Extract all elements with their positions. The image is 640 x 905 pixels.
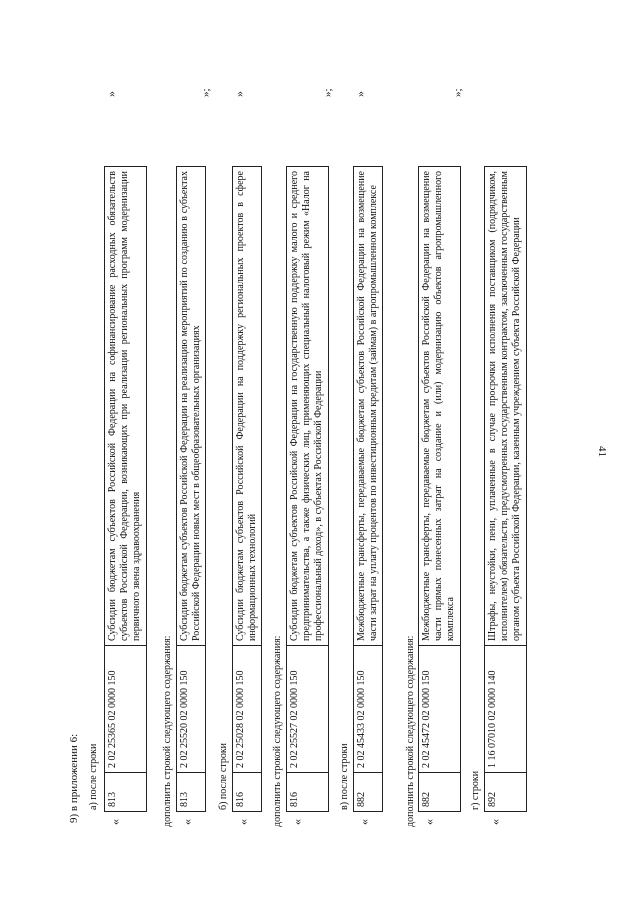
code-cell: 816 <box>287 773 329 812</box>
text-cell: Субсидии бюджетам субъектов Российской Федерации на реализацию мероприятий по созданию в субъектах Российской Федерации новых мест в общеобразовательных организациях <box>177 167 206 646</box>
table-row <box>232 166 262 812</box>
kbk-cell: 2 02 25028 02 0000 150 <box>233 646 262 773</box>
close-quote: » <box>232 91 246 97</box>
open-quote: « <box>422 819 436 825</box>
close-quote: »; <box>200 88 212 97</box>
table-row <box>104 166 147 812</box>
table-row <box>353 166 383 812</box>
code-cell: 813 <box>177 773 206 812</box>
section-label: дополнить строкой следующего содержания: <box>272 635 283 827</box>
code-cell: 882 <box>419 773 461 812</box>
kbk-cell: 2 02 45472 02 0000 150 <box>419 646 461 773</box>
section-label: г) строки <box>470 770 481 810</box>
open-quote: « <box>488 819 502 825</box>
text-cell: Штрафы, неустойки, пени, уплаченные в случае просрочки исполнения поставщиком (подрядчиком, исполнителем) обязательств, предусмотренных государственным контрактом, заключенным государственным органом субъекта Российской Федерации, казенным учреждением субъекта Российской Федерации <box>485 167 527 646</box>
section-label: б) после строки <box>218 742 229 810</box>
text-cell: Субсидии бюджетам субъектов Российской Федерации на государственную поддержку малого и среднего предпринимательства, а также физических лиц, применяющих специальный налоговый режим «Налог на профессиональный доход», в субъектах Российской Федерации <box>287 167 329 646</box>
kbk-cell: 1 16 07010 02 0000 140 <box>485 646 527 773</box>
open-quote: « <box>357 819 371 825</box>
section-label: дополнить строкой следующего содержания: <box>405 635 416 827</box>
kbk-cell: 2 02 25527 02 0000 150 <box>287 646 329 773</box>
text-cell: Субсидии бюджетам субъектов Российской Федерации на поддержку региональных проектов в сфере информационных технологий <box>233 167 262 646</box>
page-number: 41 <box>596 446 608 457</box>
table-row <box>418 166 461 812</box>
open-quote: « <box>236 819 250 825</box>
open-quote: « <box>180 819 194 825</box>
section-label: в) после строки <box>339 743 350 810</box>
section-label: дополнить строкой следующего содержания: <box>162 635 173 827</box>
kbk-cell: 2 02 25520 02 0000 150 <box>177 646 206 773</box>
close-quote: »; <box>452 88 464 97</box>
text-cell: Субсидии бюджетам субъектов Российской Федерации на софинансирование расходных обязательств субъектов Российской Федерации, возникающих при реализации региональных программ модернизации первичного звена здравоохранения <box>105 167 147 646</box>
kbk-cell: 2 02 45433 02 0000 150 <box>354 646 383 773</box>
text-cell: Межбюджетные трансферты, передаваемые бюджетам субъектов Российской Федерации на возмещение части прямых понесенных затрат на создание и (или) модернизацию объектов агропромышленного комплекса <box>419 167 461 646</box>
code-cell: 813 <box>105 773 147 812</box>
heading: 9) в приложении 6: <box>68 733 80 823</box>
open-quote: « <box>290 819 304 825</box>
table-row <box>484 166 527 812</box>
code-cell: 816 <box>233 773 262 812</box>
kbk-cell: 2 02 25365 02 0000 150 <box>105 646 147 773</box>
close-quote: » <box>104 91 118 97</box>
code-cell: 892 <box>485 773 527 812</box>
section-label: а) после строки <box>88 743 99 810</box>
close-quote: »; <box>322 88 334 97</box>
code-cell: 882 <box>354 773 383 812</box>
text-cell: Межбюджетные трансферты, передаваемые бюджетам субъектов Российской Федерации на возмещение части затрат на уплату процентов по инвестиционным кредитам (займам) в агропромышленном комплексе <box>354 167 383 646</box>
table-row <box>176 166 206 812</box>
close-quote: » <box>353 91 367 97</box>
table-row <box>286 166 329 812</box>
open-quote: « <box>108 819 122 825</box>
